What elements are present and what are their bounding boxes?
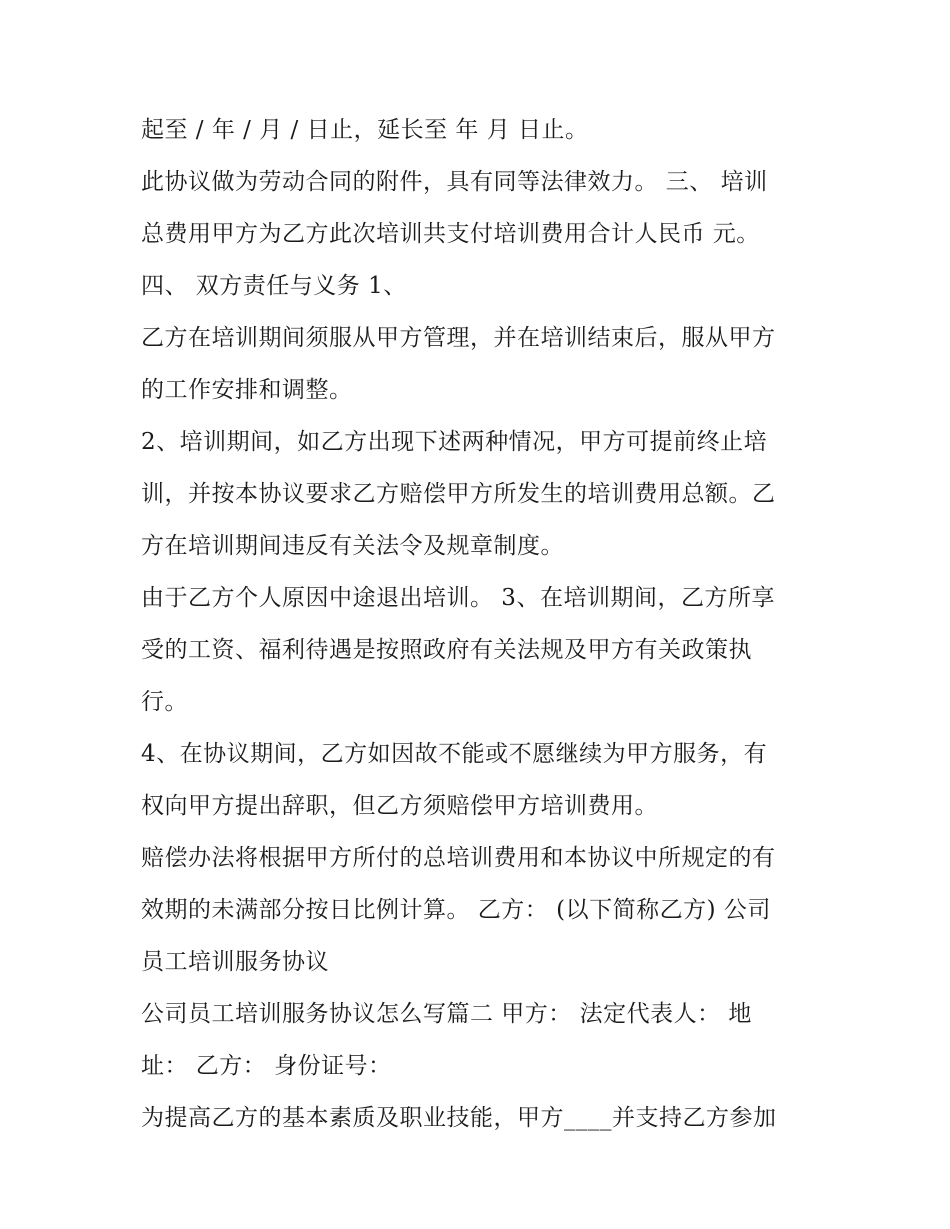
text-line: 效期的未满部分按日比例计算。 乙方： (以下简称乙方) 公司 bbox=[141, 897, 771, 923]
text-line: 址： 乙方： 身份证号： bbox=[141, 1053, 392, 1079]
text-line: 由于乙方个人原因中途退出培训。 3、在培训期间，乙方所享 bbox=[141, 585, 775, 611]
text-line: 公司员工培训服务协议怎么写篇二 甲方： 法定代表人： 地 bbox=[141, 1001, 752, 1027]
document-body bbox=[141, 104, 821, 1144]
text-line: 总费用甲方为乙方此次培训共支付培训费用合计人民币 元。 bbox=[141, 221, 760, 247]
text-line: 行。 bbox=[141, 689, 188, 715]
text-line: 方在培训期间违反有关法令及规章制度。 bbox=[141, 533, 564, 559]
text-line: 2、培训期间，如乙方出现下述两种情况，甲方可提前终止培 bbox=[141, 429, 768, 455]
text-line: 员工培训服务协议 bbox=[141, 949, 329, 975]
text-line: 4、在协议期间，乙方如因故不能或不愿继续为甲方服务，有 bbox=[141, 741, 768, 767]
text-line: 赔偿办法将根据甲方所付的总培训费用和本协议中所规定的有 bbox=[141, 845, 776, 871]
text-line: 起至 / 年 / 月 / 日止，延长至 年 月 日止。 bbox=[141, 117, 589, 143]
text-line: 的工作安排和调整。 bbox=[141, 377, 353, 403]
text-line: 此协议做为劳动合同的附件，具有同等法律效力。 三、 培训 bbox=[141, 169, 768, 195]
text-line: 为提高乙方的基本素质及职业技能，甲方____并支持乙方参加 bbox=[141, 1105, 777, 1131]
text-line: 四、 双方责任与义务 1、 bbox=[141, 273, 407, 299]
text-line: 受的工资、福利待遇是按照政府有关法规及甲方有关政策执 bbox=[141, 637, 752, 663]
text-line: 权向甲方提出辞职，但乙方须赔偿甲方培训费用。 bbox=[141, 793, 658, 819]
text-line: 乙方在培训期间须服从甲方管理，并在培训结束后，服从甲方 bbox=[141, 325, 776, 351]
text-line: 训，并按本协议要求乙方赔偿甲方所发生的培训费用总额。乙 bbox=[141, 481, 776, 507]
